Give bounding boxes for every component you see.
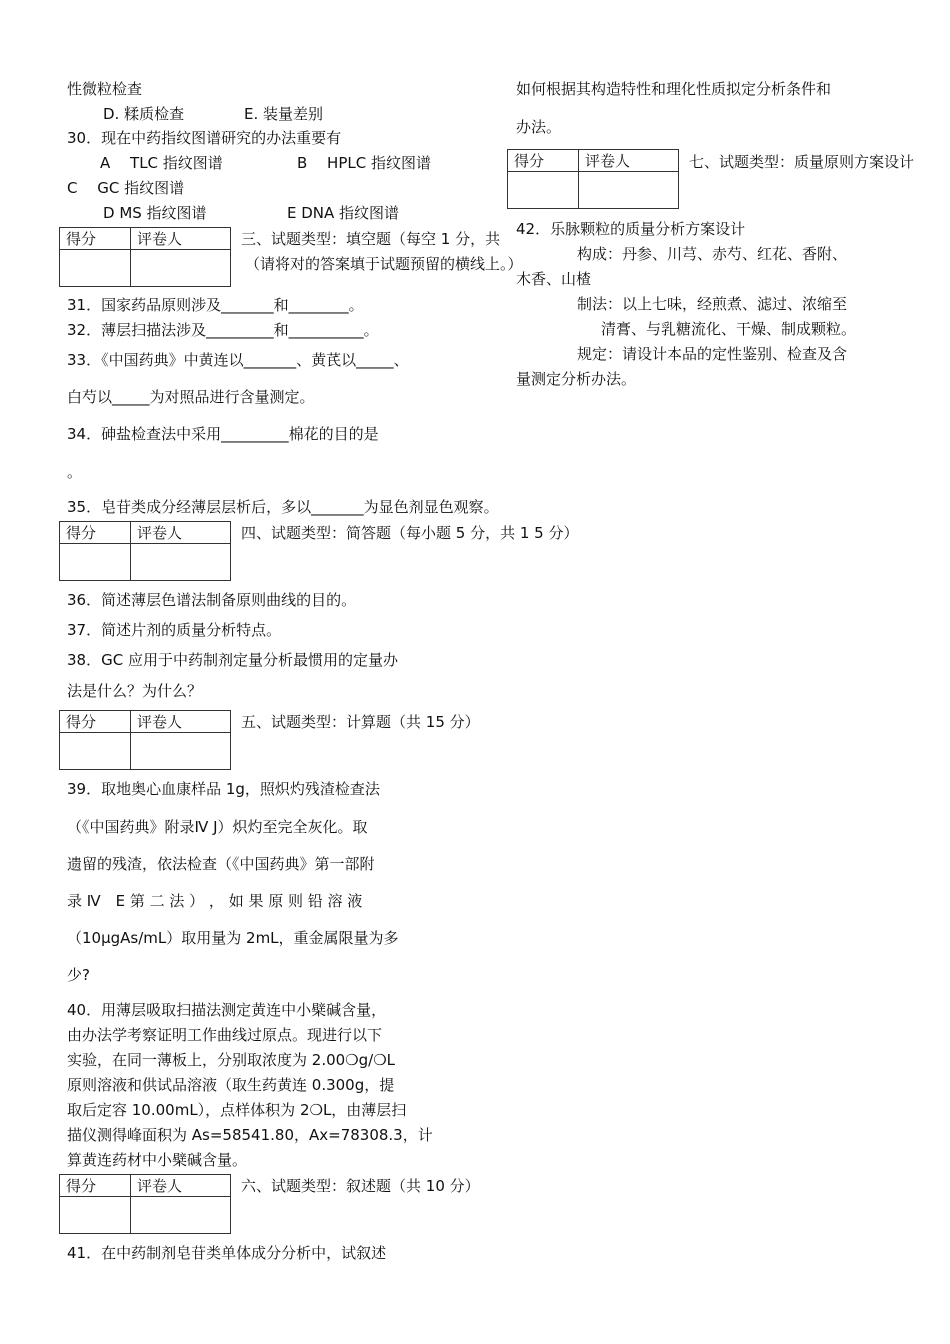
q42-requirement-line1: 规定：请设计本品的定性鉴别、检查及含: [577, 345, 848, 363]
q30-option-a: A TLC 指纹图谱: [100, 154, 223, 172]
q30-option-b: B HPLC 指纹图谱: [297, 154, 431, 172]
score-table-sec6: [59, 1174, 231, 1234]
q30-stem: 30．现在中药指纹图谱研究的办法重要有: [67, 129, 342, 147]
q42-method-line2: 清膏、与乳糖流化、干燥、制成颗粒。: [601, 320, 857, 338]
q31: 31．国家药品原则涉及_______和________。: [67, 296, 364, 314]
grader-cell[interactable]: [579, 172, 679, 209]
grader-label: 评卷人: [131, 1175, 231, 1197]
grader-label: 评卷人: [131, 228, 231, 250]
section3-note: （请将对的答案填于试题预留的横线上。）: [245, 255, 523, 273]
score-label: 得分: [60, 522, 131, 544]
score-cell[interactable]: [508, 172, 579, 209]
q36: 36．简述薄层色谱法制备原则曲线的目的。: [67, 591, 357, 609]
score-label: 得分: [60, 1175, 131, 1197]
q40-line2: 由办法学考察证明工作曲线过原点。现进行以下: [67, 1026, 383, 1044]
score-cell[interactable]: [60, 250, 131, 287]
score-label: 得分: [60, 228, 131, 250]
q40-line4: 原则溶液和供试品溶液（取生药黄连 0.300g，提: [67, 1076, 395, 1094]
q40-line1: 40．用薄层吸取扫描法测定黄连中小檗碱含量，: [67, 1001, 387, 1019]
q38-line2: 法是什么？为什么？: [67, 682, 203, 700]
grader-label: 评卷人: [131, 711, 231, 733]
score-table-sec4: [59, 521, 231, 581]
score-label: 得分: [508, 150, 579, 172]
score-cell[interactable]: [60, 1197, 131, 1234]
q39-line6: 少?: [67, 966, 90, 984]
q40-line3: 实验，在同一薄板上，分别取浓度为 2.00❍g/❍L: [67, 1051, 395, 1069]
q29-tail: 性微粒检查: [67, 80, 143, 98]
q41-line2: 如何根据其构造特性和理化性质拟定分析条件和: [516, 80, 832, 98]
q39-line5: （10μgAs/mL）取用量为 2mL，重金属限量为多: [67, 929, 399, 947]
grader-cell[interactable]: [131, 250, 231, 287]
grader-cell[interactable]: [131, 544, 231, 581]
q30-option-c: C GC 指纹图谱: [67, 179, 185, 197]
q39-line4: 录 Ⅳ E 第 二 法 ） ， 如 果 原 则 铅 溶 液: [67, 892, 363, 910]
q42-composition-line1: 构成：丹参、川芎、赤芍、红花、香附、: [577, 245, 848, 263]
grader-label: 评卷人: [579, 150, 679, 172]
q35: 35．皂苷类成分经薄层层析后，多以_______为显色剂显色观察。: [67, 498, 499, 516]
score-table-sec5: [59, 710, 231, 770]
score-label: 得分: [60, 711, 131, 733]
score-table-sec7: [507, 149, 679, 209]
q39-line2: （《中国药典》附录Ⅳ J）炽灼至完全灰化。取: [67, 818, 368, 836]
section6-title: 六、试题类型：叙述题（共 10 分）: [241, 1177, 480, 1195]
score-cell[interactable]: [60, 733, 131, 770]
q42-requirement-line2: 量测定分析办法。: [516, 370, 637, 388]
section4-title: 四、试题类型：简答题（每小题 5 分，共 1 5 分）: [241, 524, 579, 542]
section7-title: 七、试题类型：质量原则方案设计: [689, 153, 915, 171]
grader-cell[interactable]: [131, 733, 231, 770]
q42-method-line1: 制法：以上七味，经煎煮、滤过、浓缩至: [577, 295, 848, 313]
q39-line1: 39．取地奥心血康样品 1g，照炽灼残渣检查法: [67, 780, 380, 798]
q38-line1: 38．GC 应用于中药制剂定量分析最惯用的定量办: [67, 651, 398, 669]
q41-line1: 41．在中药制剂皂苷类单体成分分析中，试叙述: [67, 1244, 387, 1262]
q30-option-d: D MS 指纹图谱: [103, 204, 207, 222]
q29-option-d: D. 糅质检查: [103, 105, 185, 123]
q33-line2: 白芍以_____为对照品进行含量测定。: [67, 388, 315, 406]
q33-line1: 33．《中国药典》中黄连以_______、黄芪以_____、: [67, 351, 409, 369]
q34-line1: 34．砷盐检查法中采用_________棉花的目的是: [67, 425, 379, 443]
q40-line7: 算黄连药材中小檗碱含量。: [67, 1151, 248, 1169]
q41-line3: 办法。: [516, 118, 562, 136]
q42-title: 42．乐脉颗粒的质量分析方案设计: [516, 220, 746, 238]
q39-line3: 遗留的残渣，依法检查（《中国药典》第一部附: [67, 855, 375, 873]
q40-line6: 描仪测得峰面积为 As=58541.80，Ax=78308.3，计: [67, 1126, 433, 1144]
q34-line2: 。: [67, 463, 83, 481]
q30-option-e: E DNA 指纹图谱: [287, 204, 400, 222]
q29-option-e: E. 装量差别: [244, 105, 324, 123]
grader-label: 评卷人: [131, 522, 231, 544]
section5-title: 五、试题类型：计算题（共 15 分）: [241, 713, 480, 731]
q37: 37．简述片剂的质量分析特点。: [67, 621, 282, 639]
q42-composition-line2: 木香、山楂: [516, 270, 592, 288]
q40-line5: 取后定容 10.00mL），点样体积为 2❍L，由薄层扫: [67, 1101, 407, 1119]
score-cell[interactable]: [60, 544, 131, 581]
q32: 32．薄层扫描法涉及_________和__________。: [67, 321, 379, 339]
section3-title: 三、试题类型：填空题（每空 1 分，共: [241, 230, 501, 248]
score-table-sec3: [59, 227, 231, 287]
grader-cell[interactable]: [131, 1197, 231, 1234]
